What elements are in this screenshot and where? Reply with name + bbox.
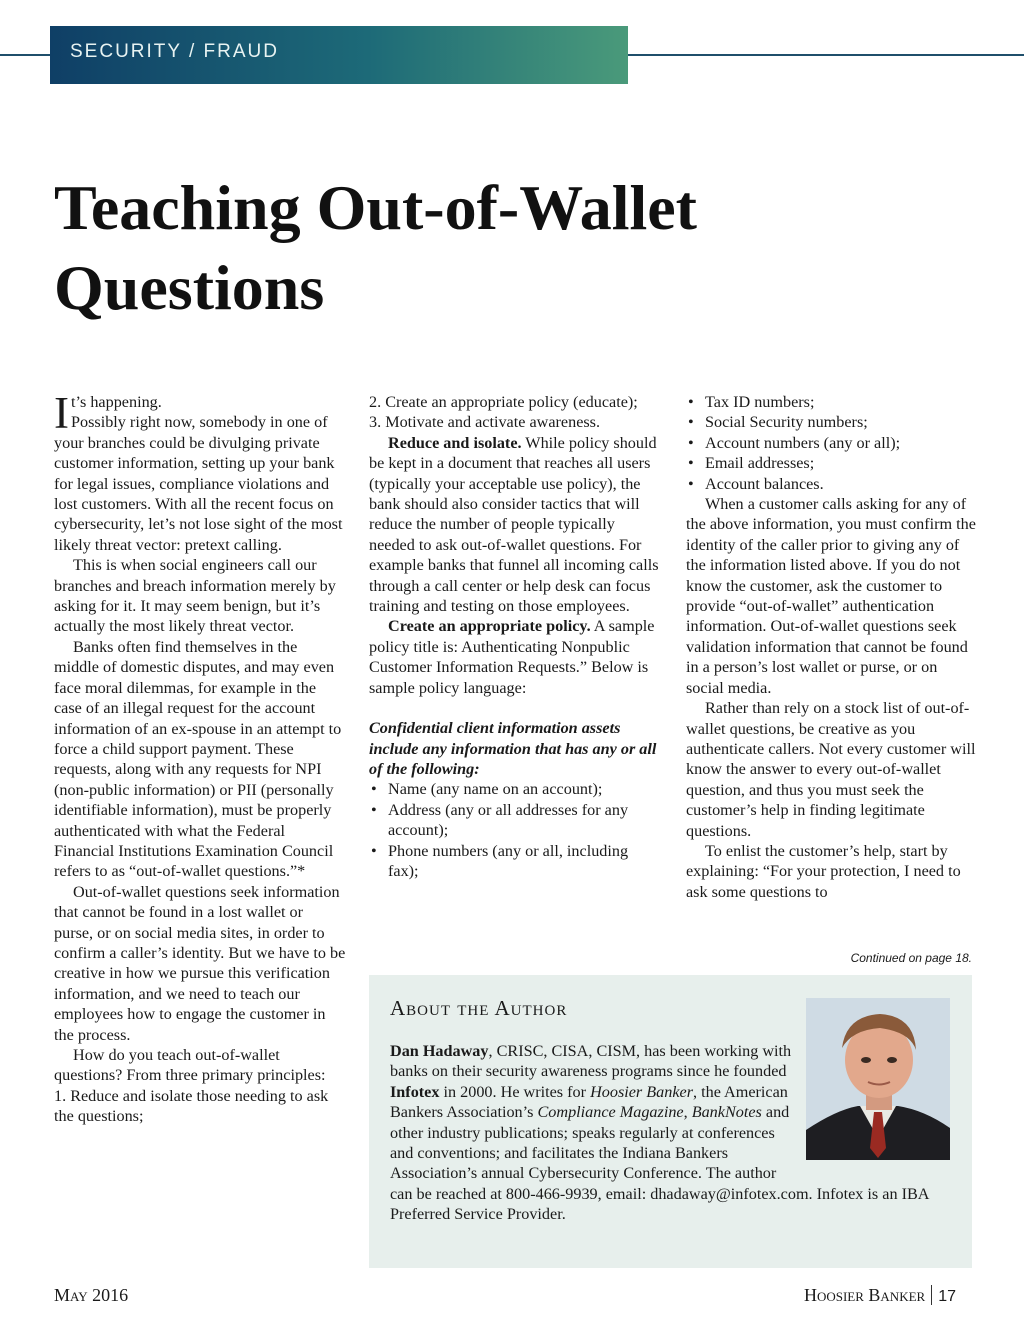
column-1 bbox=[54, 388, 346, 1127]
author-name: Dan Hadaway bbox=[390, 1042, 489, 1060]
author-bio bbox=[390, 1041, 950, 1225]
publication-name: Hoosier Banker bbox=[590, 1082, 694, 1101]
bio-text: , CRISC, CISA, CISM, has been working with banks on their security awareness programs since he founded bbox=[390, 1042, 792, 1081]
page-number: 17 bbox=[938, 1288, 956, 1305]
drop-cap: I bbox=[54, 388, 69, 438]
publication-name: BankNotes bbox=[691, 1103, 762, 1122]
continued-note: Continued on page 18. bbox=[850, 951, 972, 965]
publication-name: Compliance Magazine bbox=[537, 1103, 684, 1122]
bio-text: , the American Bankers Association’s bbox=[390, 1082, 788, 1122]
paragraph bbox=[54, 388, 346, 555]
run-in-heading: Reduce and isolate. bbox=[388, 433, 522, 452]
opening-text: Possibly right now, somebody in one of your branches could be divulging private customer information, setting up your bank for legal issues, compliance violations and lost customers. With all the recent focus on cybersecurity, let’s not lose sight of the most likely threat vector: pretext calling. bbox=[54, 413, 343, 554]
bio-text: , bbox=[683, 1103, 692, 1122]
portrait-illustration bbox=[806, 998, 950, 1160]
paragraph: When a customer calls asking for any of the above information, you must confirm the identity of the caller prior to giving any of the information listed above. If you do not know the customer, ask the customer to provide “out-of-wallet” authentication information. Out-of-wallet questions seek validation information that cannot be found in a person’s lost wallet or purse, or on social media. bbox=[686, 495, 976, 697]
author-heading: About the Author bbox=[390, 996, 568, 1020]
column-3 bbox=[686, 392, 978, 902]
author-photo bbox=[806, 998, 950, 1160]
policy-intro: Confidential client information assets include any information that has any or all of the following: bbox=[369, 719, 657, 778]
list-item: • Phone numbers (any or all, including fax); bbox=[369, 841, 661, 882]
paragraph: Banks often find themselves in the middle of domestic disputes, and may even face moral dilemmas, for example in the case of an illegal request for the account information of an ex-spouse in an attempt to force a child support payment. These requests, along with any requests for NPI (non-public information) or PII (personally identifiable information), must be properly authenticated with what the Federal Financial Institutions Examination Council refers to as “out-of-wallet questions.”* bbox=[54, 637, 342, 881]
opening-line: t’s happening. bbox=[71, 393, 162, 411]
list-item: • Account balances. bbox=[686, 474, 978, 494]
title-line-1: Teaching Out-of-Wallet bbox=[54, 172, 697, 243]
paragraph bbox=[369, 616, 661, 698]
list-item: • Name (any name on an account); bbox=[369, 779, 661, 799]
principle-2: 2. Create an appropriate policy (educate); bbox=[369, 393, 638, 411]
section-banner: SECURITY / FRAUD bbox=[50, 26, 628, 84]
paragraph-text: While policy should be kept in a document that reaches all users (typically your acceptable use policy), the bank should also consider tactics that will reduce the number of people typically needed to ask out-of-wallet questions. For example banks that funnel all incoming calls through a call center or help desk can focus training and testing on those employees. bbox=[369, 433, 659, 616]
list-item: • Email addresses; bbox=[686, 453, 978, 473]
footer-publication: Hoosier Banker bbox=[803, 1285, 926, 1305]
article-title bbox=[54, 168, 954, 328]
company-name: Infotex bbox=[390, 1082, 440, 1101]
paragraph: Rather than rely on a stock list of out-of-wallet questions, be creative as you authenticate callers. Not every customer will know the answer to every out-of-wallet question, and thus you must seek the customer’s help in finding legitimate questions. bbox=[686, 699, 976, 840]
footer-date: May 2016 bbox=[54, 1285, 129, 1305]
bullet-list bbox=[369, 779, 661, 881]
paragraph-text: A sample policy title is: Authenticating Nonpublic Customer Information Requests.” Below is sample policy language: bbox=[369, 617, 655, 697]
title-line-2: Questions bbox=[54, 252, 325, 323]
column-2 bbox=[369, 392, 661, 881]
list-item: • Account numbers (any or all); bbox=[686, 433, 978, 453]
bio-text: and other industry publications; speaks regularly at conferences and conventions; and facilitates the Indiana Bankers Association’s annual Cybersecurity Conference. The author can be reached at 800-466-9939, email: dhadaway@infotex.com. Infotex is an IBA Preferred Service Provider. bbox=[390, 1103, 929, 1224]
spacer bbox=[369, 698, 661, 718]
bullet-list bbox=[686, 392, 978, 494]
run-in-heading: Create an appropriate policy. bbox=[388, 617, 591, 636]
bio-text: in 2000. He writes for bbox=[439, 1082, 591, 1101]
footer-separator bbox=[931, 1285, 932, 1305]
paragraph: How do you teach out-of-wallet questions? From three primary principles: bbox=[54, 1046, 326, 1085]
paragraph: To enlist the customer’s help, start by explaining: “For your protection, I need to ask some questions to bbox=[686, 841, 961, 901]
list-item: • Social Security numbers; bbox=[686, 412, 978, 432]
principle-3: 3. Motivate and activate awareness. bbox=[369, 413, 601, 432]
principle-1: 1. Reduce and isolate those needing to ask the questions; bbox=[54, 1086, 329, 1126]
paragraph: Out-of-wallet questions seek information that cannot be found in a lost wallet or purse, or on social media sites, in order to confirm a caller’s identity. But we have to be creative in how we pursue this verification information, and we need to teach our employees how to engage the customer in the process. bbox=[54, 882, 346, 1044]
list-item: • Tax ID numbers; bbox=[686, 392, 978, 412]
paragraph: This is when social engineers call our branches and breach information merely by asking for it. It may seem benign, but it’s actually the most likely threat vector. bbox=[54, 556, 336, 636]
paragraph bbox=[369, 433, 661, 617]
footer-publication-info bbox=[804, 1285, 956, 1306]
list-item: • Address (any or all addresses for any account); bbox=[369, 800, 661, 841]
